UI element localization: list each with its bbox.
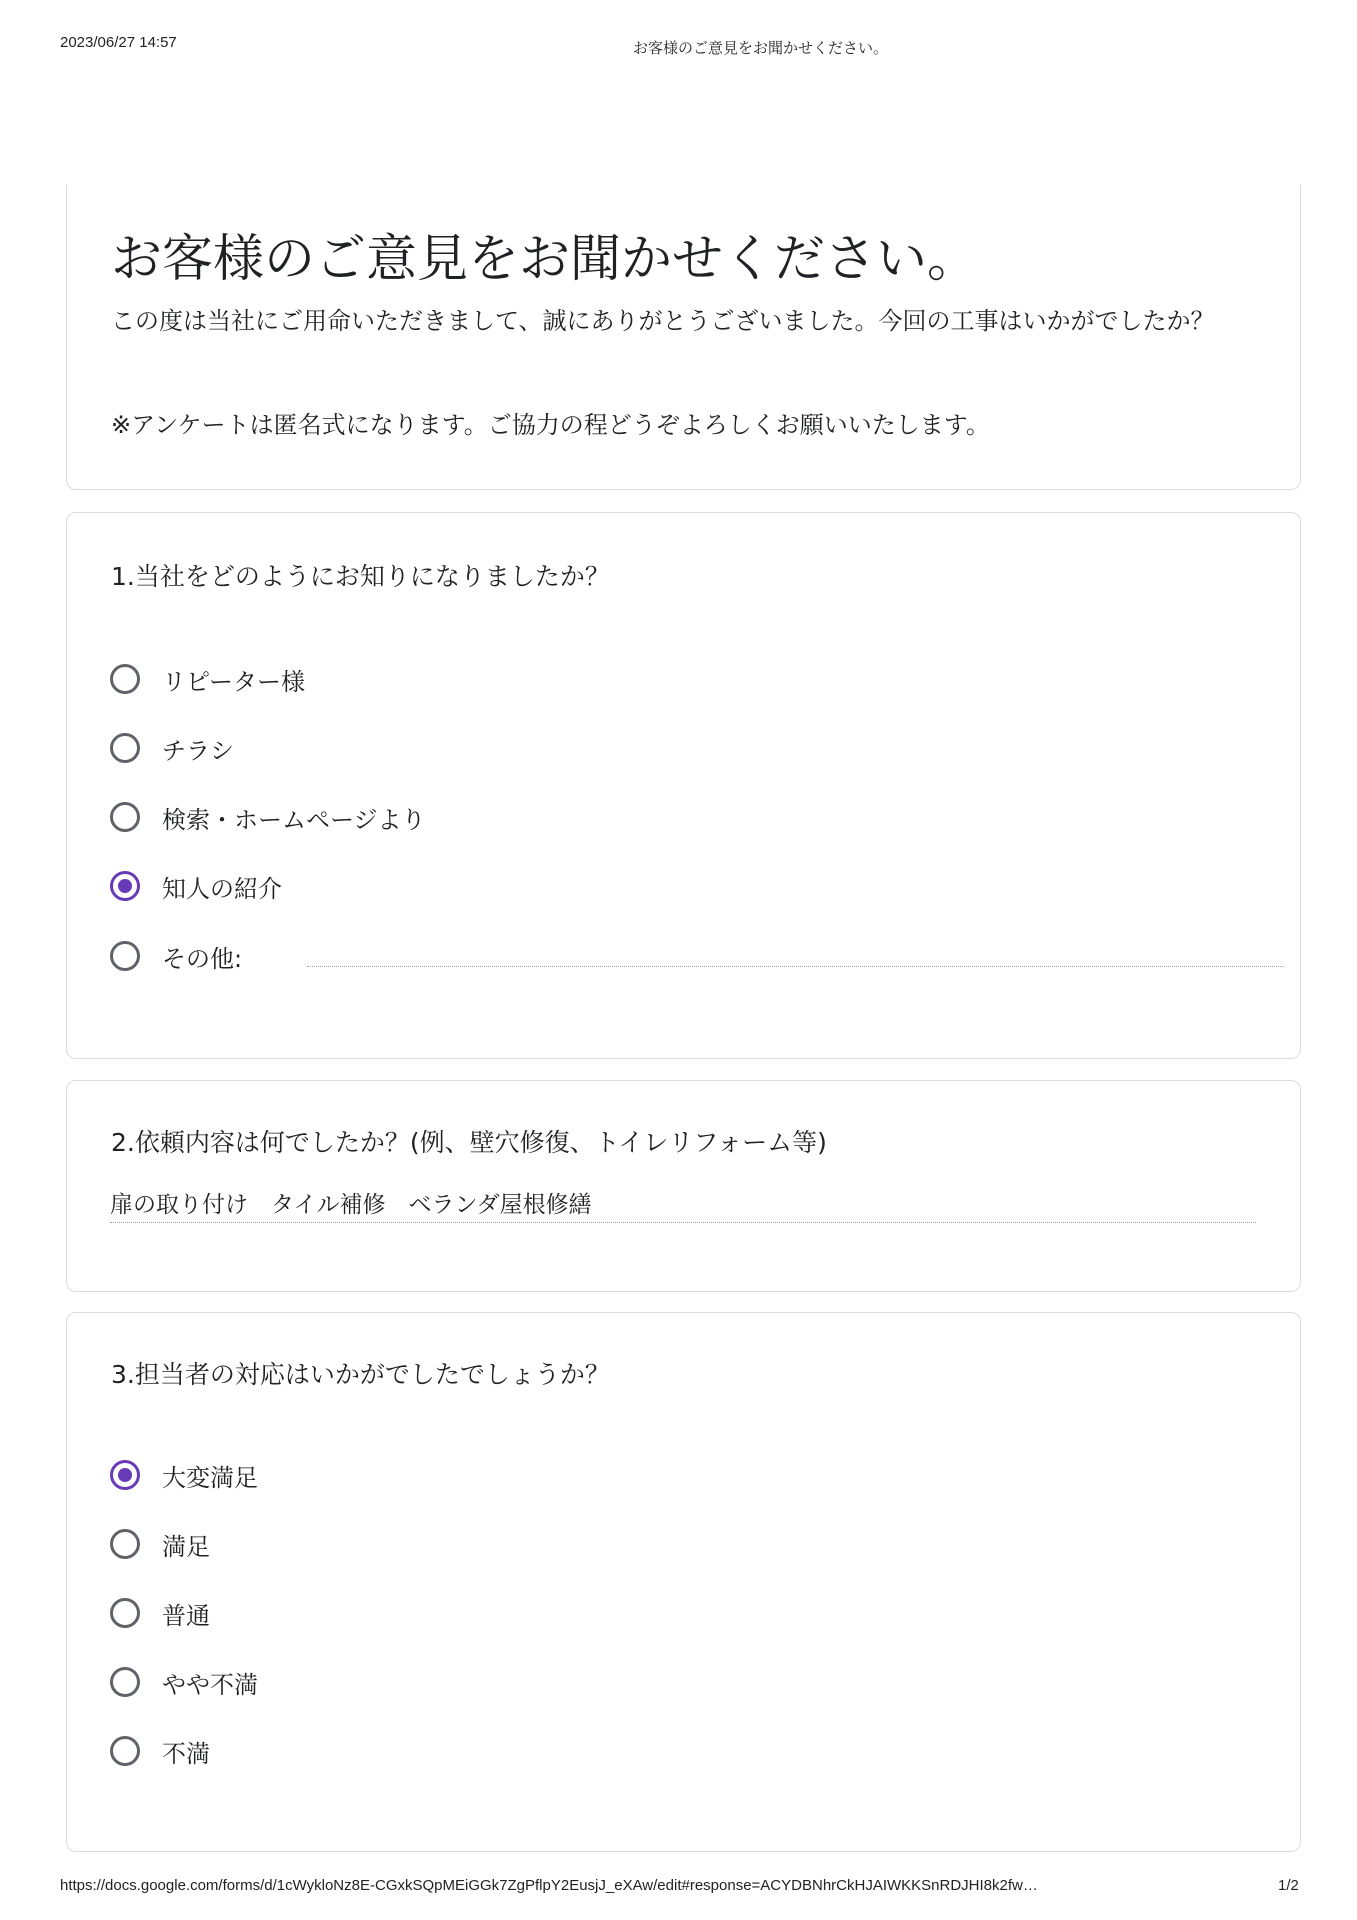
radio-option-repeater[interactable] xyxy=(110,659,305,699)
print-datetime: 2023/06/27 14:57 xyxy=(60,34,177,51)
print-header-title: お客様のご意見をお聞かせください。 xyxy=(633,39,889,57)
radio-option-dissatisfied[interactable] xyxy=(110,1731,210,1771)
form-title: お客様のご意見をお聞かせください。 xyxy=(111,230,979,289)
radio-option-very-satisfied[interactable] xyxy=(110,1455,258,1495)
question-card-2 xyxy=(66,1080,1301,1292)
option-label: チラシ xyxy=(162,736,234,765)
question-title: 1.当社をどのようにお知りになりましたか？ xyxy=(111,562,610,591)
radio-option-referral[interactable] xyxy=(110,866,282,906)
radio-button[interactable] xyxy=(110,802,140,832)
text-answer-underline xyxy=(110,1222,1256,1223)
radio-button[interactable] xyxy=(110,664,140,694)
option-label: 知人の紹介 xyxy=(162,874,282,903)
option-label: 満足 xyxy=(162,1532,210,1561)
print-footer-url: https://docs.google.com/forms/d/1cWykloNz8E-CGxkSQpMEiGGk7ZgPflpY2EusjJ_eXAw/edit#response=ACYDBNhrCkHJAIWKKSnRDJHI8k2fw… xyxy=(60,1877,1038,1894)
form-description: この度は当社にご用命いただきまして、誠にありがとうございました。今回の工事はいかがでしたか？ xyxy=(111,307,1215,335)
radio-option-somewhat-dissatisfied[interactable] xyxy=(110,1662,258,1702)
radio-button[interactable] xyxy=(110,941,140,971)
question-title: 2.依頼内容は何でしたか？(例、壁穴修復、トイレリフォーム等) xyxy=(111,1128,827,1157)
question-card-3 xyxy=(66,1312,1301,1852)
question-card-1 xyxy=(66,512,1301,1059)
radio-option-satisfied[interactable] xyxy=(110,1524,210,1564)
question-title: 3.担当者の対応はいかがでしたでしょうか？ xyxy=(111,1360,610,1389)
form-header-card xyxy=(66,185,1301,490)
radio-button-checked[interactable] xyxy=(110,871,140,901)
option-label: 不満 xyxy=(162,1739,210,1768)
other-text-input[interactable] xyxy=(307,966,1283,967)
option-label: 検索・ホームページより xyxy=(162,805,426,834)
radio-option-neutral[interactable] xyxy=(110,1593,210,1633)
option-label: やや不満 xyxy=(162,1670,258,1699)
radio-option-search[interactable] xyxy=(110,797,426,837)
radio-button[interactable] xyxy=(110,1667,140,1697)
print-page-number: 1/2 xyxy=(1278,1877,1299,1894)
radio-option-flyer[interactable] xyxy=(110,728,234,768)
option-label: 大変満足 xyxy=(162,1463,258,1492)
radio-button[interactable] xyxy=(110,1736,140,1766)
form-note: ※アンケートは匿名式になります。ご協力の程どうぞよろしくお願いいたします。 xyxy=(111,411,990,439)
radio-button-checked[interactable] xyxy=(110,1460,140,1490)
radio-button[interactable] xyxy=(110,1598,140,1628)
radio-button[interactable] xyxy=(110,733,140,763)
option-label: リピーター様 xyxy=(162,667,306,696)
option-label: その他: xyxy=(162,944,243,973)
radio-button[interactable] xyxy=(110,1529,140,1559)
radio-option-other[interactable] xyxy=(110,936,1290,976)
option-label: 普通 xyxy=(162,1601,210,1630)
text-answer[interactable]: 扉の取り付け タイル補修 ベランダ屋根修繕 xyxy=(110,1192,592,1218)
